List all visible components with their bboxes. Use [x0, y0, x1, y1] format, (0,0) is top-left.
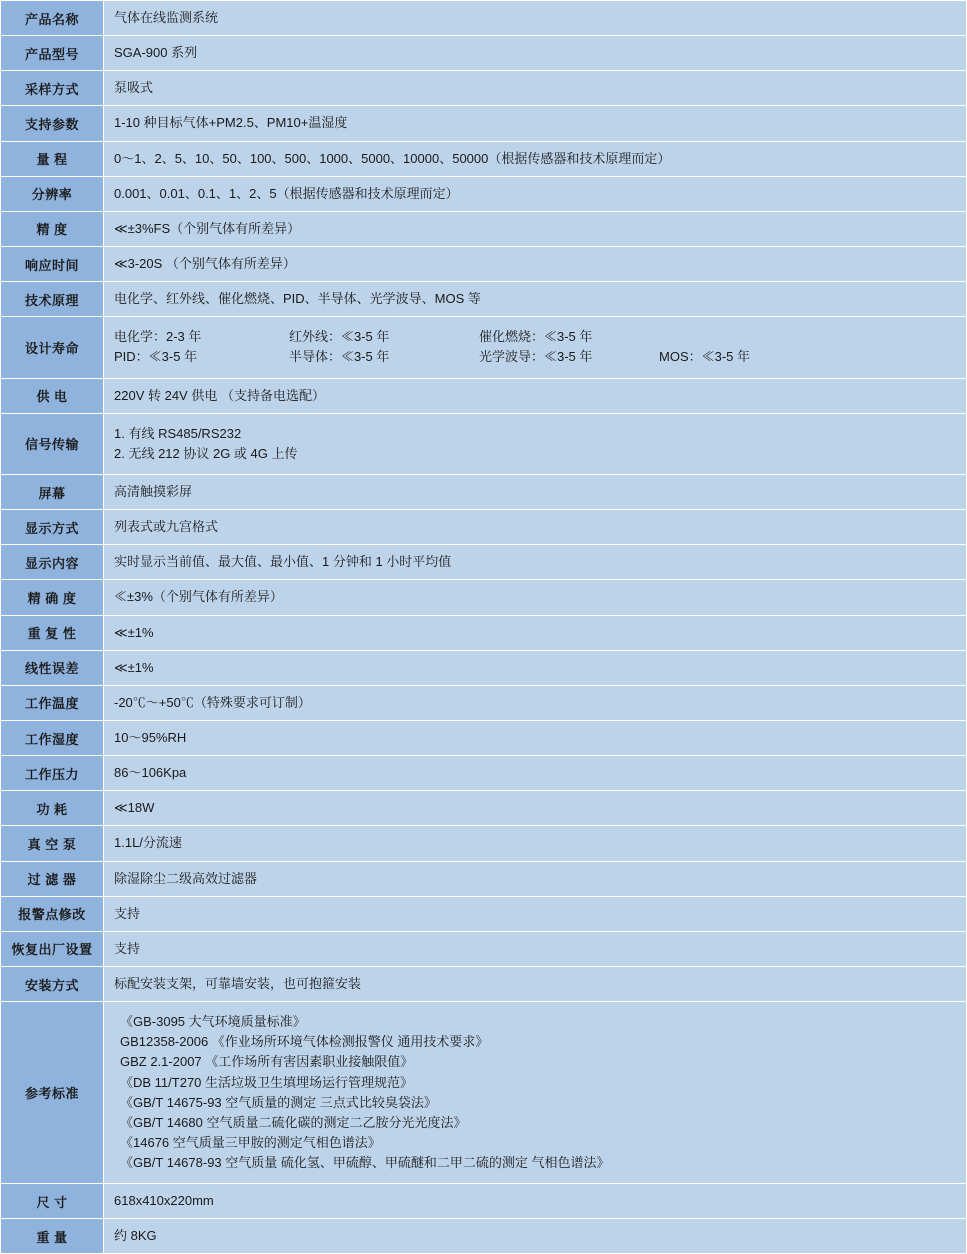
row-value-working-temperature: -20℃～+50℃（特殊要求可订制）: [104, 685, 967, 720]
row-label-dimensions: 尺 寸: [1, 1184, 104, 1219]
standard-item: 《GB-3095 大气环境质量标准》: [120, 1014, 306, 1030]
design-life-mos: MOS：≪3-5 年: [659, 349, 751, 365]
row-label-alarm-point-edit: 报警点修改: [1, 896, 104, 931]
table-row: [1, 510, 967, 545]
table-row: [1, 378, 967, 413]
row-value-linearity-error: ≪±1%: [104, 650, 967, 685]
row-label-product-model: 产品型号: [1, 36, 104, 71]
table-row: [1, 246, 967, 281]
row-value-product-name: 气体在线监测系统: [104, 1, 967, 36]
table-row: [1, 966, 967, 1001]
row-label-working-temperature: 工作温度: [1, 685, 104, 720]
row-value-alarm-point-edit: 支持: [104, 896, 967, 931]
row-value-repeatability: ≪±1%: [104, 615, 967, 650]
row-value-working-humidity: 10～95%RH: [104, 720, 967, 755]
table-row: [1, 317, 967, 378]
row-label-vacuum-pump: 真 空 泵: [1, 826, 104, 861]
row-label-technical-principle: 技术原理: [1, 282, 104, 317]
design-life-optical-waveguide: 光学波导：≪3-5 年: [479, 349, 593, 365]
row-value-weight: 约 8KG: [104, 1219, 967, 1254]
row-value-precision: ≪±3%（个别气体有所差异）: [104, 580, 967, 615]
row-label-resolution: 分辨率: [1, 176, 104, 211]
row-label-reference-standards: 参考标准: [1, 1002, 104, 1184]
row-value-range: 0～1、2、5、10、50、100、500、1000、5000、10000、50000（根据传感器和技术原理而定）: [104, 141, 967, 176]
standard-item: 《GB/T 14680 空气质量二硫化碳的测定二乙胺分光光度法》: [120, 1114, 467, 1130]
design-life-electrochemical: 电化学：2-3 年: [114, 329, 202, 345]
standard-item: GB12358-2006 《作业场所环境气体检测报警仪 通用技术要求》: [120, 1034, 489, 1050]
table-row: [1, 413, 967, 474]
row-value-resolution: 0.001、0.01、0.1、1、2、5（根据传感器和技术原理而定）: [104, 176, 967, 211]
table-row: [1, 106, 967, 141]
row-value-vacuum-pump: 1.1L/分流速: [104, 826, 967, 861]
table-row: [1, 720, 967, 755]
table-row: [1, 176, 967, 211]
row-label-weight: 重 量: [1, 1219, 104, 1254]
signal-line-2: 2. 无线 212 协议 2G 或 4G 上传: [114, 445, 298, 461]
table-row: [1, 1002, 967, 1184]
row-value-response-time: ≪3-20S （个别气体有所差异）: [104, 246, 967, 281]
standard-item: 《GB/T 14675-93 空气质量的测定 三点式比较臭袋法》: [120, 1094, 437, 1110]
table-row: [1, 141, 967, 176]
row-value-dimensions: 618x410x220mm: [104, 1184, 967, 1219]
row-label-precision: 精 确 度: [1, 580, 104, 615]
row-label-display-content: 显示内容: [1, 545, 104, 580]
row-label-filter: 过 滤 器: [1, 861, 104, 896]
table-row: [1, 791, 967, 826]
table-row: [1, 211, 967, 246]
row-label-supported-params: 支持参数: [1, 106, 104, 141]
table-row: [1, 282, 967, 317]
row-value-display-content: 实时显示当前值、最大值、最小值、1 分钟和 1 小时平均值: [104, 545, 967, 580]
table-row: [1, 36, 967, 71]
row-label-design-life: 设计寿命: [1, 317, 104, 378]
row-value-product-model: SGA-900 系列: [104, 36, 967, 71]
table-row: [1, 756, 967, 791]
design-life-line-1: [114, 327, 956, 347]
table-row: [1, 861, 967, 896]
table-row: [1, 685, 967, 720]
table-row: [1, 1219, 967, 1254]
table-row: [1, 650, 967, 685]
row-value-sampling-method: 泵吸式: [104, 71, 967, 106]
row-label-power-supply: 供 电: [1, 378, 104, 413]
row-label-power-consumption: 功 耗: [1, 791, 104, 826]
row-label-installation-method: 安装方式: [1, 966, 104, 1001]
table-row: [1, 545, 967, 580]
row-value-filter: 除湿除尘二级高效过滤器: [104, 861, 967, 896]
row-value-working-pressure: 86～106Kpa: [104, 756, 967, 791]
row-value-screen: 高清触摸彩屏: [104, 474, 967, 509]
row-label-repeatability: 重 复 性: [1, 615, 104, 650]
row-label-working-humidity: 工作湿度: [1, 720, 104, 755]
signal-line-1: 1. 有线 RS485/RS232: [114, 425, 242, 441]
design-life-semiconductor: 半导体：≪3-5 年: [289, 349, 390, 365]
row-value-supported-params: 1-10 种目标气体+PM2.5、PM10+温湿度: [104, 106, 967, 141]
row-value-factory-reset: 支持: [104, 931, 967, 966]
row-value-power-consumption: ≪18W: [104, 791, 967, 826]
row-label-display-mode: 显示方式: [1, 510, 104, 545]
row-label-screen: 屏幕: [1, 474, 104, 509]
table-row: [1, 615, 967, 650]
table-row: [1, 896, 967, 931]
row-value-accuracy: ≪±3%FS（个别气体有所差异）: [104, 211, 967, 246]
row-label-sampling-method: 采样方式: [1, 71, 104, 106]
row-value-technical-principle: 电化学、红外线、催化燃烧、PID、半导体、光学波导、MOS 等: [104, 282, 967, 317]
design-life-line-2: [114, 347, 956, 367]
table-row: [1, 474, 967, 509]
design-life-pid: PID：≪3-5 年: [114, 349, 198, 365]
table-row: [1, 580, 967, 615]
row-value-design-life: [104, 317, 967, 378]
row-label-signal-transmission: 信号传输: [1, 413, 104, 474]
row-label-response-time: 响应时间: [1, 246, 104, 281]
table-row: [1, 1, 967, 36]
table-row: [1, 1184, 967, 1219]
row-label-linearity-error: 线性误差: [1, 650, 104, 685]
row-value-reference-standards: [104, 1002, 967, 1184]
row-value-display-mode: 列表式或九宫格式: [104, 510, 967, 545]
row-label-factory-reset: 恢复出厂设置: [1, 931, 104, 966]
design-life-infrared: 红外线：≪3-5 年: [289, 329, 390, 345]
row-value-power-supply: 220V 转 24V 供电 （支持备电选配）: [104, 378, 967, 413]
row-label-working-pressure: 工作压力: [1, 756, 104, 791]
standard-item: 《GB/T 14678-93 空气质量 硫化氢、甲硫醇、甲硫醚和二甲二硫的测定 气相色谱法》: [120, 1155, 610, 1171]
row-label-product-name: 产品名称: [1, 1, 104, 36]
row-value-signal-transmission: [104, 413, 967, 474]
table-row: [1, 931, 967, 966]
row-label-accuracy: 精 度: [1, 211, 104, 246]
standard-item: 《14676 空气质量三甲胺的测定气相色谱法》: [120, 1134, 381, 1150]
standard-item: 《DB 11/T270 生活垃圾卫生填埋场运行管理规范》: [120, 1074, 414, 1090]
standard-item: GBZ 2.1-2007 《工作场所有害因素职业接触限值》: [120, 1054, 414, 1070]
row-label-range: 量 程: [1, 141, 104, 176]
table-row: [1, 71, 967, 106]
design-life-catalytic: 催化燃烧：≪3-5 年: [479, 329, 593, 345]
table-row: [1, 826, 967, 861]
row-value-installation-method: 标配安装支架，可靠墙安装，也可抱箍安装: [104, 966, 967, 1001]
